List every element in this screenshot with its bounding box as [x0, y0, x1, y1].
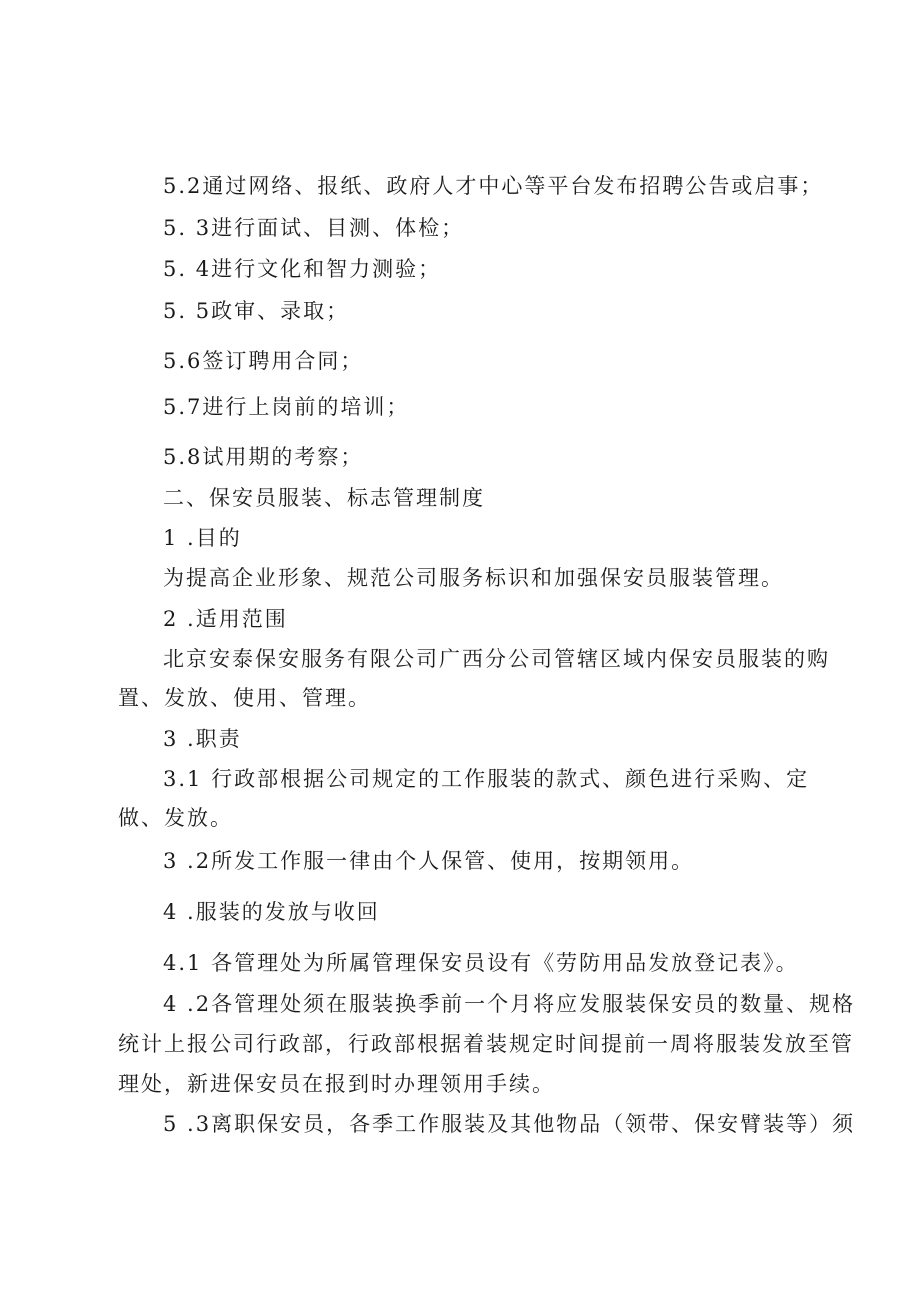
text-3-1-line-2: 做、发放。 — [118, 806, 233, 830]
text-line-5-5: 5. 5政审、录取； — [163, 299, 350, 323]
text-scope-line-1: 北京安泰保安服务有限公司广西分公司管辖区域内保安员服装的购 — [163, 647, 830, 671]
text-line-5-6: 5.6签订聘用合同； — [163, 349, 364, 373]
text-scope-line-2: 置、发放、使用、管理。 — [118, 686, 371, 710]
text-line-5-8: 5.8试用期的考察； — [163, 445, 364, 469]
text-4-2-line-2: 统计上报公司行政部，行政部根据着装规定时间提前一周将服装发放至管 — [118, 1032, 854, 1056]
heading-issue-and-return: 4 .服装的发放与收回 — [163, 900, 380, 924]
heading-purpose: 1 .目的 — [163, 526, 242, 550]
text-4-1: 4.1 各管理处为所属管理保安员设有《劳防用品发放登记表》。 — [163, 951, 799, 975]
text-4-2-line-3: 理处，新进保安员在报到时办理领用手续。 — [118, 1072, 555, 1096]
text-line-5-2: 5.2通过网络、报纸、政府人才中心等平台发布招聘公告或启事； — [163, 174, 824, 198]
text-5-3: 5 .3离职保安员，各季工作服装及其他物品（领带、保安臂装等）须 — [163, 1112, 856, 1136]
text-3-1-line-1: 3.1 行政部根据公司规定的工作服装的款式、颜色进行采购、定 — [163, 767, 810, 791]
section-heading-uniform-policy: 二、保安员服装、标志管理制度 — [163, 486, 485, 510]
heading-responsibilities: 3 .职责 — [163, 727, 242, 751]
text-purpose: 为提高企业形象、规范公司服务标识和加强保安员服装管理。 — [163, 566, 784, 590]
text-line-5-4: 5. 4进行文化和智力测验； — [163, 257, 442, 281]
heading-scope: 2 .适用范围 — [163, 607, 288, 631]
text-line-5-7: 5.7进行上岗前的培训； — [163, 395, 410, 419]
text-line-5-3: 5. 3进行面试、目测、体检； — [163, 216, 465, 240]
text-3-2: 3 .2所发工作服一律由个人保管、使用，按期领用。 — [163, 849, 695, 873]
text-4-2-line-1: 4 .2各管理处须在服装换季前一个月将应发服装保安员的数量、规格 — [163, 992, 856, 1016]
